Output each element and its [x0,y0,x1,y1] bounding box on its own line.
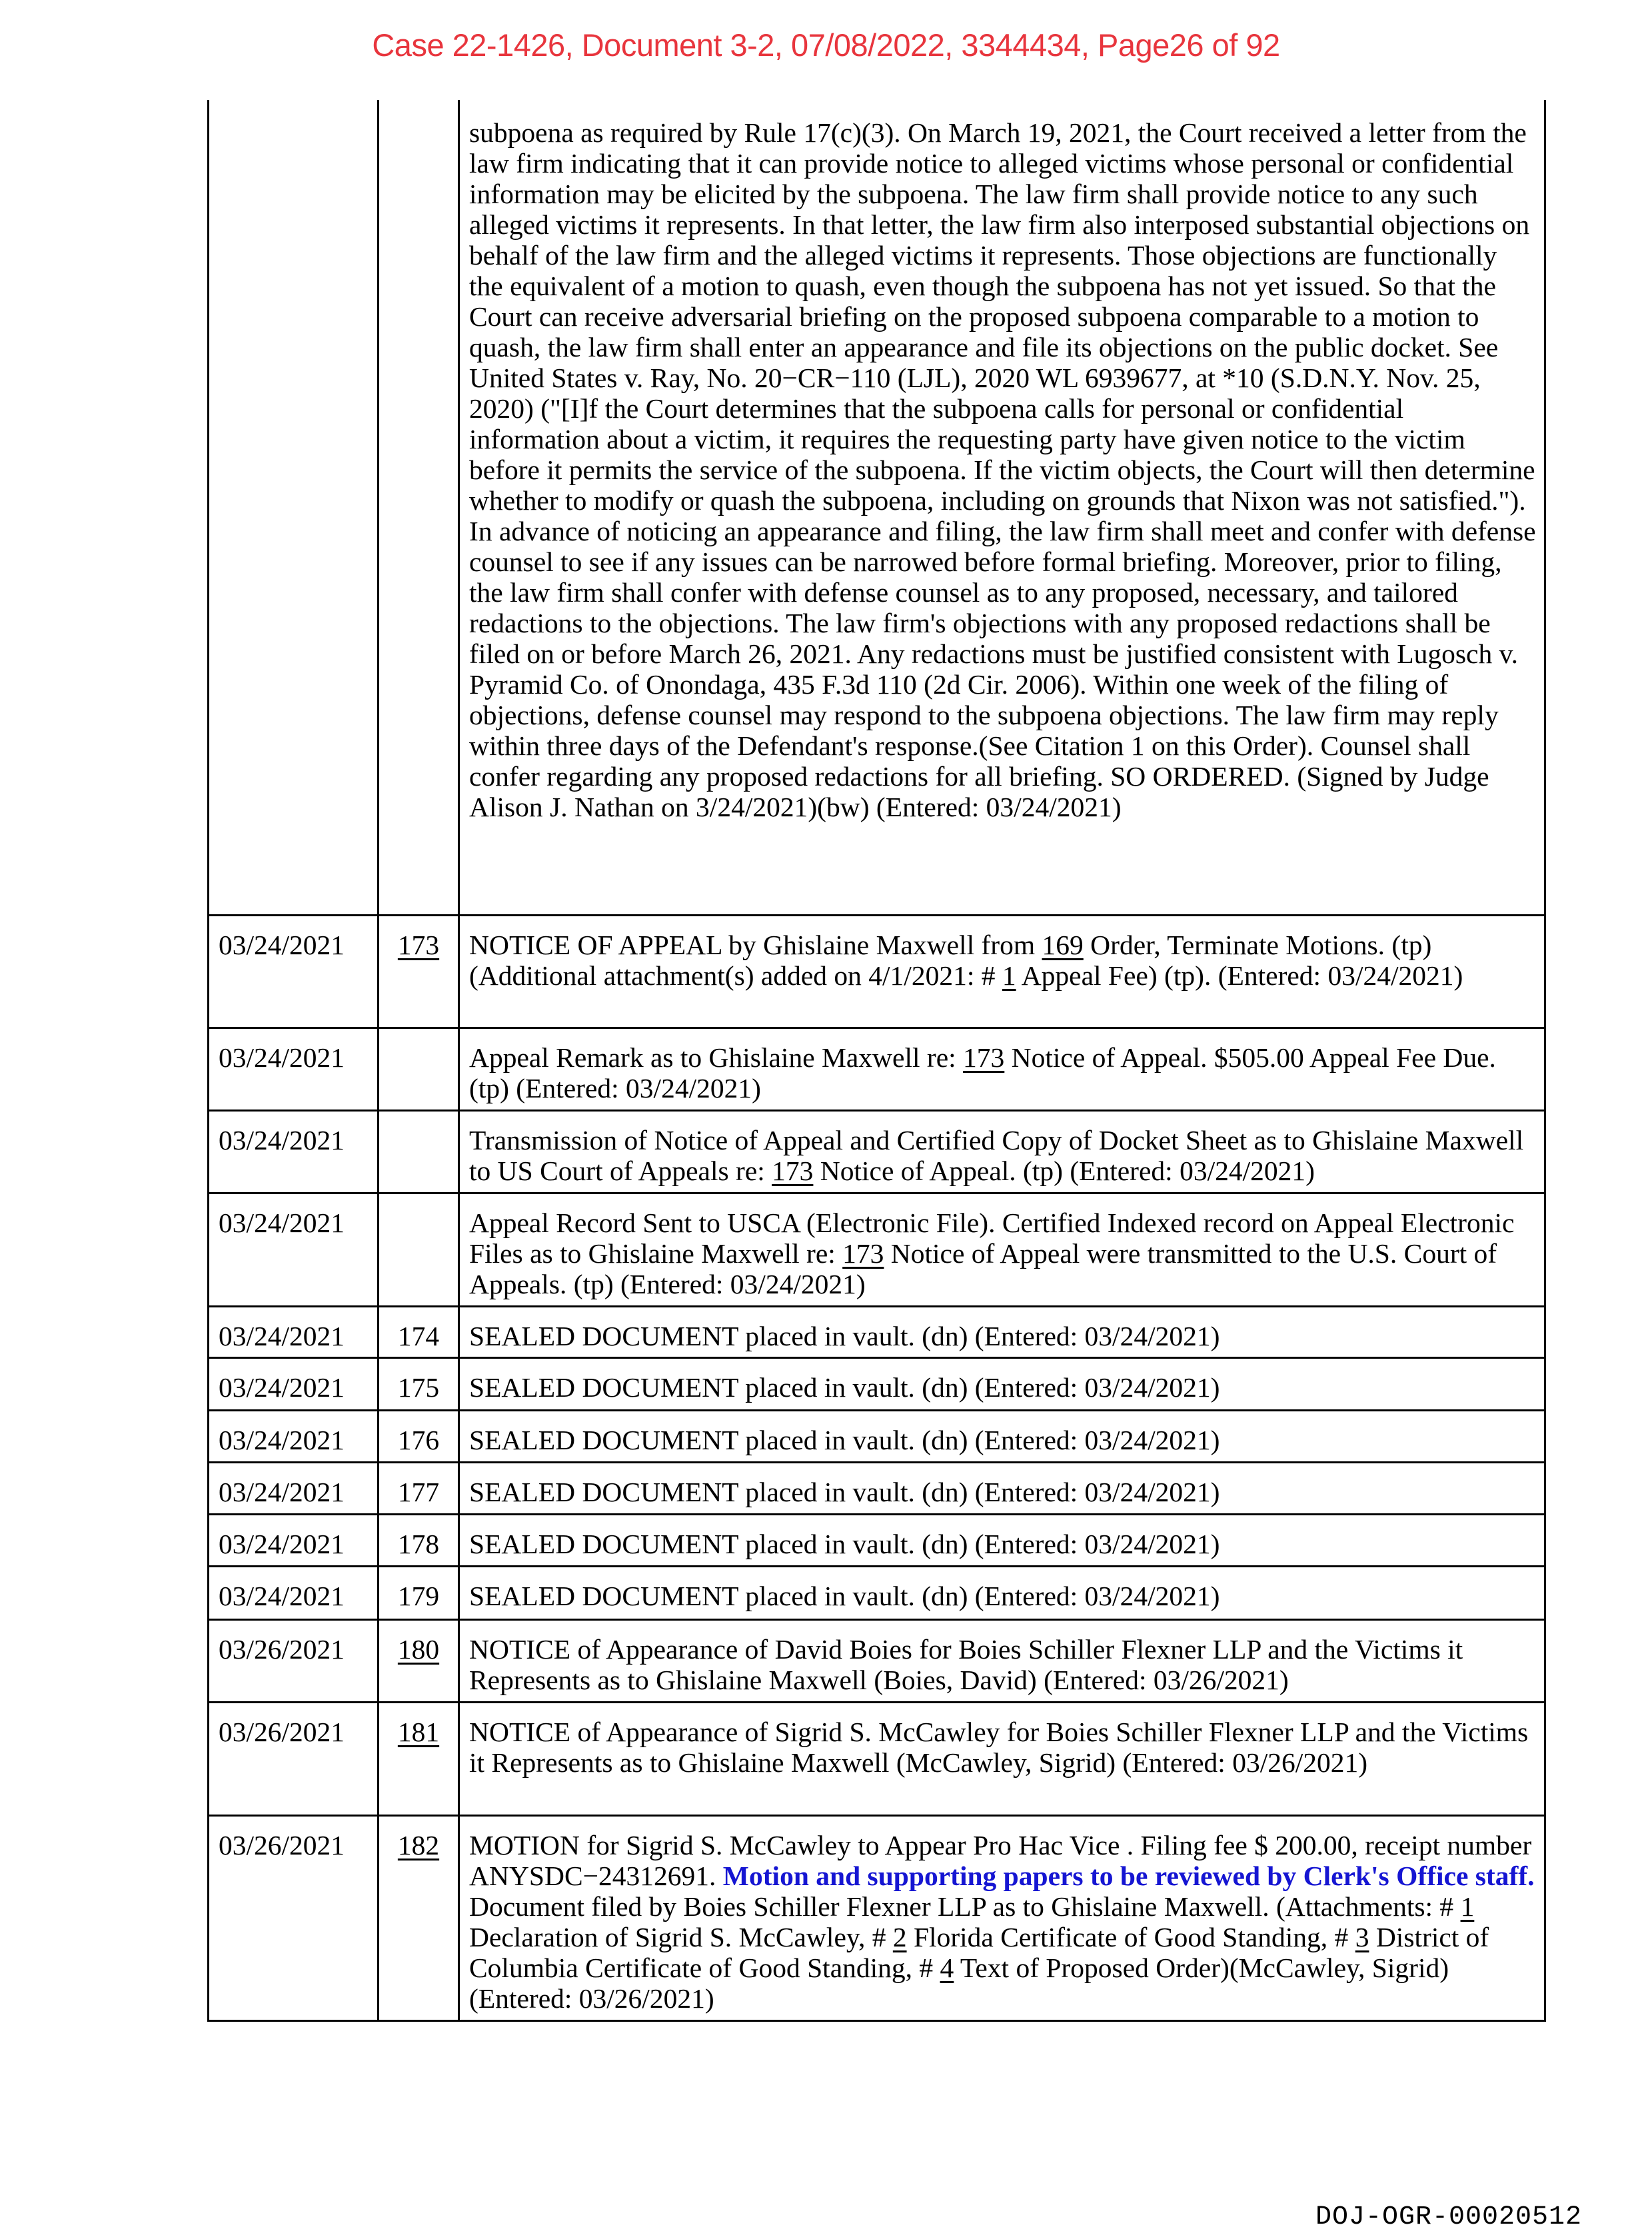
entry-description [459,1110,1545,1193]
entry-number-cell [379,1306,459,1357]
entry-text: SEALED DOCUMENT placed in vault. (dn) (Entered: 03/24/2021) [469,1371,1220,1403]
entry-text: Appeal Fee) (tp). (Entered: 03/24/2021) [1016,960,1463,991]
entry-description [459,100,1545,915]
entry-description [459,1410,1545,1462]
entry-date: 03/24/2021 [209,1357,379,1410]
document-reference-link[interactable]: 4 [940,1952,954,1983]
entry-text: Notice of Appeal. (tp) (Entered: 03/24/2021) [813,1155,1315,1186]
document-reference-link[interactable]: 173 [842,1237,884,1269]
entry-description [459,1514,1545,1566]
document-reference-link[interactable]: 2 [892,1921,907,1952]
entry-date: 03/24/2021 [209,1028,379,1110]
entry-number-link[interactable]: 181 [397,1716,440,1747]
entry-description [459,915,1545,1028]
docket-entry-row [209,1702,1545,1815]
docket-entry-row [209,915,1545,1028]
entry-date: 03/26/2021 [209,1619,379,1702]
entry-description [459,1028,1545,1110]
entry-text: SEALED DOCUMENT placed in vault. (dn) (Entered: 03/24/2021) [469,1424,1220,1455]
entry-text: Appeal Record Sent to USCA (Electronic File). Certified Indexed record on Appeal Electronic Files as to Ghislaine Maxwell re: [469,1207,1515,1269]
entry-description [459,1815,1545,2020]
entry-description [459,1193,1545,1306]
document-reference-link[interactable]: 1 [1460,1890,1475,1922]
entry-description [459,1306,1545,1357]
entry-number: 174 [397,1320,440,1351]
entry-text: Order, Terminate Motions. (tp) (Additional attachment(s) added on 4/1/2021: # [469,929,1432,991]
docket-entry-row [209,1462,1545,1514]
docket-entry-row [209,1815,1545,2020]
entry-number-cell [379,100,459,915]
entry-text: SEALED DOCUMENT placed in vault. (dn) (Entered: 03/24/2021) [469,1320,1220,1351]
bates-number: DOJ-OGR-00020512 [1315,2202,1582,2232]
entry-description [459,1619,1545,1702]
entry-date: 03/24/2021 [209,1193,379,1306]
entry-date: 03/24/2021 [209,1110,379,1193]
entry-text: subpoena as required by Rule 17(c)(3). On March 19, 2021, the Court received a letter from the law firm indicating that it can provide notice to alleged victims whose personal or confidential information may be elicited by the subpoena. The law firm shall provide notice to any such alleged victims it represents. In that letter, the law firm also interposed substantial objections on behalf of the law firm and the alleged victims it represents. Those objections are functionally the equivalent of a motion to quash, even though the subpoena has not yet issued. So that the Court can receive adversarial briefing on the proposed subpoena comparable to a motion to quash, the law firm shall enter an appearance and file its objections on the public docket. See United States v. Ray, No. 20−CR−110 (LJL), 2020 WL 6939677, at *10 (S.D.N.Y. Nov. 25, 2020) ("[I]f the Court determines that the subpoena calls for personal or confidential information about a victim, it requires the requesting party have given notice to the victim before it permits the service of the subpoena. If the victim objects, the Court will then determine whether to modify or quash the subpoena, including on grounds that Nixon was not satisfied."). In advance of noticing an appearance and filing, the law firm shall meet and confer with defense counsel to see if any issues can be narrowed before formal briefing. Moreover, prior to filing, the law firm shall confer with defense counsel as to any proposed, necessary, and tailored redactions to the objections. The law firm's objections with any proposed redactions shall be filed on or before March 26, 2021. Any redactions must be justified consistent with Lugosch v. Pyramid Co. of Onondaga, 435 F.3d 110 (2d Cir. 2006). Within one week of the filing of objections, defense counsel may respond to the subpoena objections. The law firm may reply within three days of the Defendant's response.(See Citation 1 on this Order). Counsel shall confer regarding any proposed redactions for all briefing. SO ORDERED. (Signed by Judge Alison J. Nathan on 3/24/2021)(bw) (Entered: 03/24/2021) [469,117,1536,822]
entry-number-cell [379,1028,459,1110]
entry-description [459,1702,1545,1815]
docket-entry-row [209,1306,1545,1357]
docket-entry-row [209,1566,1545,1619]
entry-text: Florida Certificate of Good Standing, # [906,1921,1355,1952]
entry-text: Appeal Remark as to Ghislaine Maxwell re: [469,1042,964,1073]
entry-date: 03/24/2021 [209,915,379,1028]
entry-text: NOTICE of Appearance of David Boies for Boies Schiller Flexner LLP and the Victims it Represents as to Ghislaine Maxwell (Boies, David) (Entered: 03/26/2021) [469,1633,1463,1695]
entry-number-cell [379,1619,459,1702]
document-reference-link[interactable]: 3 [1355,1921,1369,1952]
docket-table [207,100,1546,2022]
case-header-stamp: Case 22-1426, Document 3-2, 07/08/2022, 3344434, Page26 of 92 [372,27,1280,63]
entry-text: MOTION for Sigrid S. McCawley to Appear Pro Hac Vice . Filing fee $ 200.00, receipt number ANYSDC−24312691. [469,1829,1532,1891]
docket-entry-row [209,1357,1545,1410]
document-reference-link[interactable]: 173 [963,1042,1005,1073]
docket-entry-row [209,100,1545,915]
entry-number-link[interactable]: 182 [397,1829,440,1861]
entry-number-cell [379,1110,459,1193]
docket-table-body [209,100,1545,2020]
entry-number-cell [379,1815,459,2020]
document-reference-link[interactable]: 169 [1042,929,1084,960]
entry-number: 178 [397,1528,440,1559]
entry-text: SEALED DOCUMENT placed in vault. (dn) (Entered: 03/24/2021) [469,1528,1220,1559]
docket-entry-row [209,1619,1545,1702]
entry-text: District of Columbia Certificate of Good Standing, # [469,1921,1489,1983]
entry-description [459,1566,1545,1619]
docket-entry-row [209,1193,1545,1306]
docket-entry-row [209,1110,1545,1193]
entry-number-cell [379,1193,459,1306]
entry-text: Document filed by Boies Schiller Flexner LLP as to Ghislaine Maxwell. (Attachments: # [469,1890,1461,1922]
entry-number: 176 [397,1424,440,1455]
entry-number-cell [379,1566,459,1619]
entry-text: SEALED DOCUMENT placed in vault. (dn) (Entered: 03/24/2021) [469,1580,1220,1611]
docket-entry-row [209,1028,1545,1110]
entry-text: Notice of Appeal. $505.00 Appeal Fee Due. (tp) (Entered: 03/24/2021) [469,1042,1496,1104]
entry-text: NOTICE OF APPEAL by Ghislaine Maxwell from [469,929,1042,960]
entry-date: 03/24/2021 [209,1462,379,1514]
entry-date [209,100,379,915]
entry-description [459,1357,1545,1410]
entry-text: NOTICE of Appearance of Sigrid S. McCawley for Boies Schiller Flexner LLP and the Victims it Represents as to Ghislaine Maxwell (McCawley, Sigrid) (Entered: 03/26/2021) [469,1716,1529,1778]
entry-date: 03/26/2021 [209,1702,379,1815]
clerk-review-notice: Motion and supporting papers to be reviewed by Clerk's Office staff. [722,1860,1535,1891]
entry-number-cell [379,1410,459,1462]
entry-number-cell [379,1357,459,1410]
entry-number: 179 [397,1580,440,1611]
entry-date: 03/24/2021 [209,1306,379,1357]
entry-number: 177 [397,1476,440,1507]
document-reference-link[interactable]: 1 [1002,960,1016,991]
entry-number-link[interactable]: 180 [397,1633,440,1665]
entry-number-cell [379,1462,459,1514]
entry-text: Notice of Appeal were transmitted to the U.S. Court of Appeals. (tp) (Entered: 03/24/2021) [469,1237,1497,1299]
entry-text: Text of Proposed Order)(McCawley, Sigrid) (Entered: 03/26/2021) [469,1952,1449,2014]
entry-date: 03/26/2021 [209,1815,379,2020]
entry-date: 03/24/2021 [209,1410,379,1462]
entry-number-link[interactable]: 173 [397,929,440,960]
entry-number-cell [379,1702,459,1815]
docket-entry-row [209,1410,1545,1462]
entry-text: SEALED DOCUMENT placed in vault. (dn) (Entered: 03/24/2021) [469,1476,1220,1507]
entry-number-cell [379,1514,459,1566]
entry-description [459,1462,1545,1514]
entry-text: Declaration of Sigrid S. McCawley, # [469,1921,893,1952]
document-reference-link[interactable]: 173 [772,1155,814,1186]
entry-text: Transmission of Notice of Appeal and Certified Copy of Docket Sheet as to Ghislaine Maxwell to US Court of Appeals re: [469,1124,1524,1186]
docket-entry-row [209,1514,1545,1566]
entry-number: 175 [397,1371,440,1403]
entry-date: 03/24/2021 [209,1514,379,1566]
entry-number-cell [379,915,459,1028]
entry-date: 03/24/2021 [209,1566,379,1619]
